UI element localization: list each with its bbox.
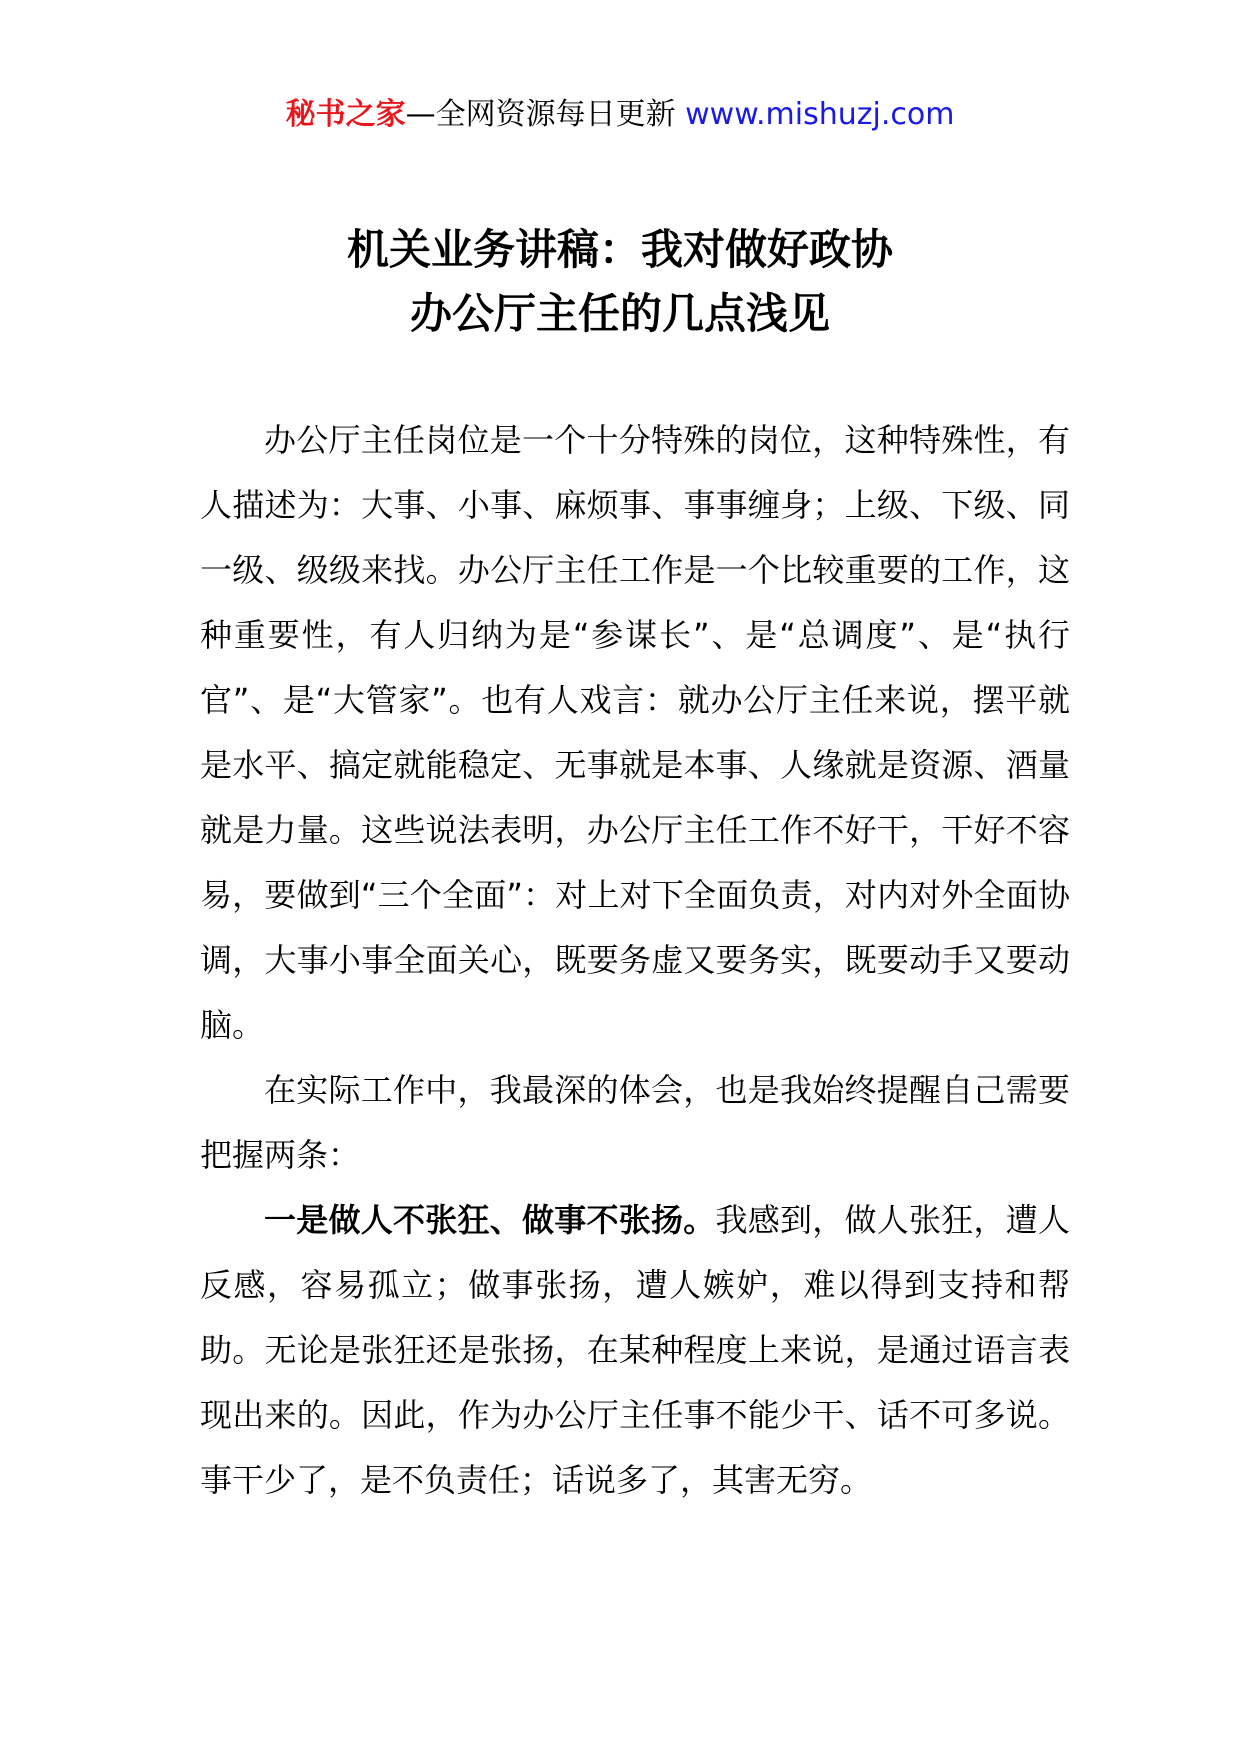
title-line-2: 办公厅主任的几点浅见	[409, 289, 830, 338]
paragraph-3-lead: 一是做人不张狂、做事不张扬。	[264, 1201, 716, 1239]
paragraph-1: 办公厅主任岗位是一个十分特殊的岗位，这种特殊性，有人描述为：大事、小事、麻烦事、事事缠身；上级、下级、同一级、级级来找。办公厅主任工作是一个比较重要的工作，这种重要性，有人归纳为是“参谋长”、是“总调度”、是“执行官”、是“大管家”。也有人戏言：就办公厅主任来说，摆平就是水平、搞定就能稳定、无事就是本事、人缘就是资源、酒量就是力量。这些说法表明，办公厅主任工作不好干，干好不容易，要做到“三个全面”：对上对下全面负责，对内对外全面协调，大事小事全面关心，既要务虚又要务实，既要动手又要动脑。	[200, 421, 1070, 1044]
title-line-1: 机关业务讲稿：我对做好政协	[346, 225, 893, 274]
site-url-link[interactable]: www.mishuzj.com	[685, 97, 955, 132]
site-slogan: —全网资源每日更新	[405, 97, 676, 132]
paragraph-3-text: 我感到，做人张狂，遭人反感，容易孤立；做事张扬，遭人嫉妒，难以得到支持和帮助。无论是张狂还是张扬，在某种程度上来说，是通过语言表现出来的。因此，作为办公厅主任事不能少干、话不可多说。事干少了，是不负责任；话说多了，其害无穷。	[200, 1201, 1070, 1499]
paragraph-3	[200, 1188, 1070, 1513]
paragraph-2: 在实际工作中，我最深的体会，也是我始终提醒自己需要把握两条：	[200, 1071, 1070, 1174]
brand-name: 秘书之家	[285, 97, 406, 132]
site-header	[0, 95, 1240, 135]
document-body	[200, 408, 1070, 1513]
document-title	[0, 218, 1240, 346]
